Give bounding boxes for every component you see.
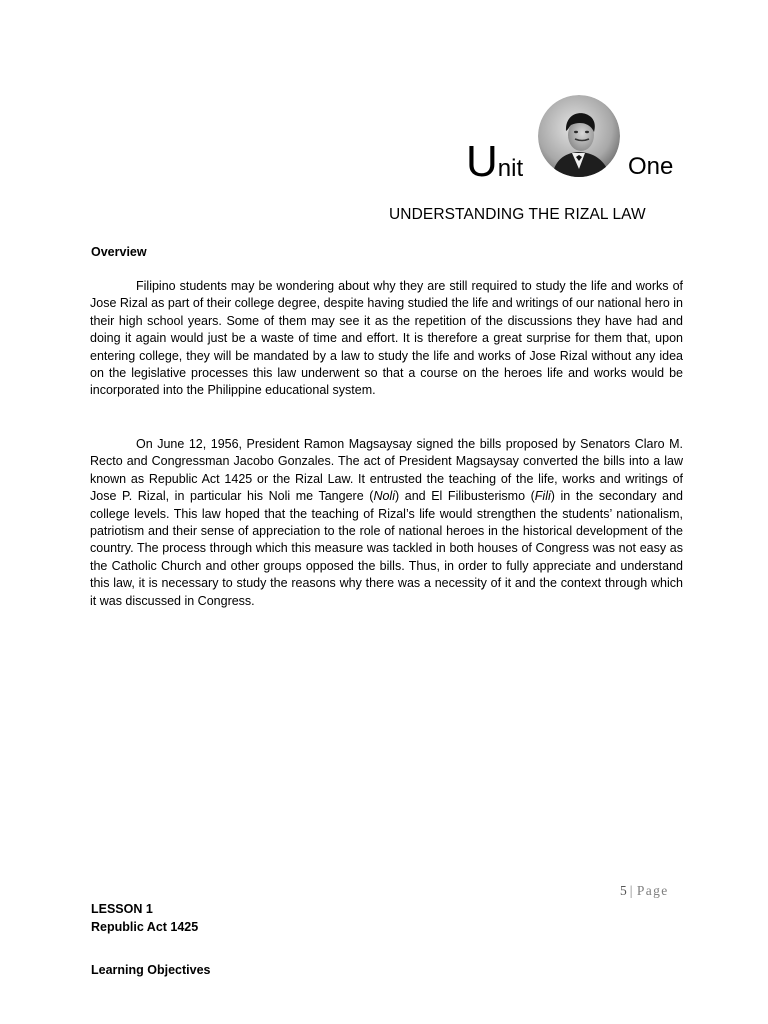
unit-title: [466, 137, 524, 186]
portrait-drawing: [538, 95, 620, 177]
lesson-header: [91, 901, 198, 936]
page-label: Page: [636, 883, 669, 898]
lesson-title: Republic Act 1425: [91, 919, 199, 934]
page-number-footer: [620, 883, 669, 899]
page-separator: |: [629, 883, 634, 898]
unit-title-rest: nit: [497, 155, 524, 182]
overview-heading: Overview: [91, 245, 147, 259]
unit-title-initial: U: [466, 137, 498, 186]
noli-abbreviation: Noli: [373, 489, 395, 504]
learning-objectives-heading: Learning Objectives: [91, 963, 211, 977]
fili-abbreviation: Fili: [534, 489, 551, 504]
lesson-label: LESSON 1: [91, 902, 153, 916]
unit-subtitle: UNDERSTANDING THE RIZAL LAW: [389, 206, 646, 223]
overview-paragraph-2: [90, 436, 683, 610]
rizal-portrait-image: [538, 95, 620, 177]
paragraph-2-text-a: On June 12, 1956, President Ramon Magsaysay signed the bills proposed by Senators Claro M. Recto and Congressman Jacobo Gonzales. The act of President Magsaysay converted the bills into a law known as Republic Act 1425 or the Rizal Law. It entrusted the teaching of the life, works and writings of Jose P. Rizal, in particular his Noli me Tangere (: [90, 437, 683, 504]
overview-paragraph-1: Filipino students may be wondering about why they are still required to study the life and works of Jose Rizal as part of their college degree, despite having studied the life and writings of our national hero in their high school years. Some of them may see it as the repetition of the discussions they have had and doing it again would just be a waste of time and effort. It is therefore a great surprise for them that, upon entering college, they will be mandated by a law to study the life and works of Jose Rizal without any idea on the legislative processes this law underwent so that a course on the heroes life and works would be incorporated into the Philippine educational system.: [90, 279, 683, 398]
paragraph-2-text-c: ) in the secondary and college levels. This law hoped that the teaching of Rizal’s life would strengthen the students’ nationalism, patriotism and their sense of appreciation to the role of national heroes in the historical development of the country. The process through which this measure was tackled in both houses of Congress was not easy as the Catholic Church and other groups opposed the bills. Thus, in order to fully appreciate and understand this law, it is necessary to study the reasons why there was a necessity of it and the context through which it was discussed in Congress.: [90, 489, 683, 608]
page-number: 5: [620, 883, 627, 898]
unit-number-word: One: [628, 153, 674, 180]
paragraph-2-text-b: ) and El Filibusterismo (: [394, 489, 535, 504]
